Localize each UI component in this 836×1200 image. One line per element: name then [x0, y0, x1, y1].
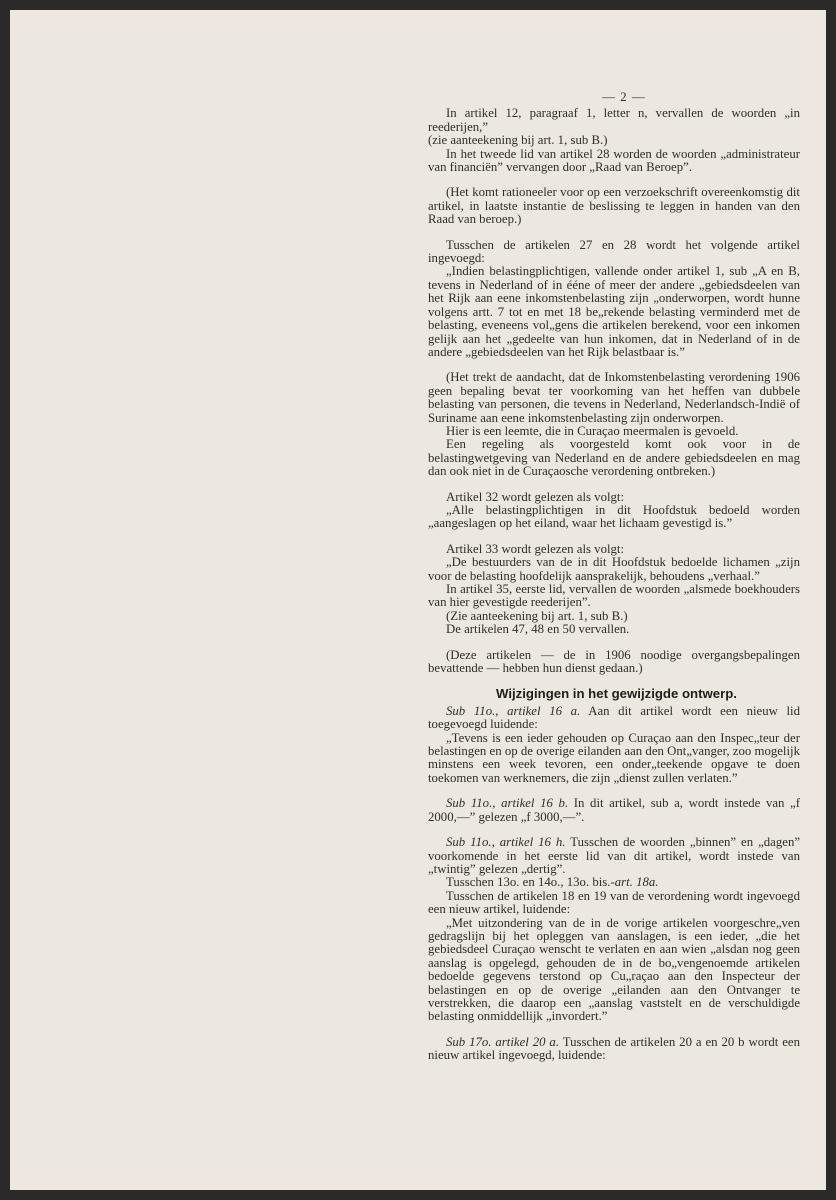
paragraph: (Het komt rationeeler voor op een verzoekschrift overeenkomstig dit artikel, in laatste instantie de beslissing te leggen in handen van den Raad van beroep.)	[428, 185, 800, 227]
amendment-reference: Sub 17o. artikel 20 a.	[446, 1034, 560, 1049]
paragraph: Een regeling als voorgesteld komt ook voor in de belastingwetgeving van Nederland en de andere gebiedsdeelen en mag dan ook niet in de Curaçaosche verordening ontbreken.)	[428, 437, 800, 479]
quoted-article: „Alle belastingplichtigen in dit Hoofdstuk bedoeld worden „aangeslagen op het eiland, waar het lichaam gevestigd is.”	[428, 502, 800, 531]
paragraph: Artikel 32 wordt gelezen als volgt:	[446, 489, 625, 504]
amendment-text: Aan dit artikel wordt een nieuw lid toegevoegd luidende:	[428, 703, 801, 732]
amendment-paragraph	[428, 836, 800, 876]
amendment-reference: Sub 11o., artikel 16 h.	[446, 835, 566, 850]
document-page	[10, 10, 826, 1190]
amendment-reference: Sub 11o., artikel 16 a.	[446, 703, 581, 718]
spacer	[428, 637, 800, 649]
spacer	[428, 227, 800, 239]
paragraph: De artikelen 47, 48 en 50 vervallen.	[446, 622, 630, 637]
amendment-paragraph	[428, 876, 800, 889]
paragraph: In artikel 35, eerste lid, vervallen de woorden „alsmede boekhouders van hier gevestigde reederijen”.	[428, 582, 800, 610]
paragraph: In artikel 12, paragraaf 1, letter n, vervallen de woorden „in reederijen,”	[428, 106, 800, 134]
section-heading: Wijzigingen in het gewijzigde ontwerp.	[496, 686, 737, 702]
paragraph: (Zie aanteekening bij art. 1, sub B.)	[446, 608, 628, 623]
paragraph: (zie aanteekening bij art. 1, sub B.)	[428, 133, 608, 148]
quoted-article: „Met uitzondering van de in de vorige artikelen voorgeschre„ven gedragslijn bij het opleggen van aanslagen, is een ieder, „die het gebiedsdeel Curaçao wenscht te verlaten en aan wien „alsdan nog geen aanslag is opgelegd, gehouden de in de bo„vengenoemde artikelen bedoelde gegevens terstond op Cu„raçao aan den Inspecteur der belastingen en op de overige „eilanden aan den Ontvanger te verstrekken, die daarop een „aanslag vaststelt en de verschuldigde belasting onmiddellijk „invordert.”	[428, 915, 800, 1024]
amendment-text: Tusschen de woorden „binnen” en „dagen” voorkomende in het eerste lid van dit artikel, wordt instede van „twintig” gelezen „dertig”.	[428, 835, 801, 876]
amendment-text: In dit artikel, sub a, wordt instede van „f 2000,—” gelezen „f 3000,—”.	[428, 796, 800, 824]
paragraph: Artikel 33 wordt gelezen als volgt:	[446, 541, 625, 556]
text-column	[428, 91, 800, 1063]
paragraph: (Het trekt de aandacht, dat de Inkomstenbelasting verordening 1906 geen bepaling bevat ter voorkoming van het heffen van dubbele belasting van personen, die tevens in Nederland, Nederlandsch-Indië of Suriname aan eene inkomstenbelasting zijn onderworpen.	[428, 370, 800, 425]
page-number: — 2 —	[602, 90, 646, 104]
paragraph: Hier is een leemte, die in Curaçao meermalen is gevoeld.	[446, 423, 739, 438]
amendment-text: Tusschen de artikelen 20 a en 20 b wordt een nieuw artikel ingevoegd, luidende:	[428, 1034, 800, 1063]
amendment-reference: Sub 11o., artikel 16 b.	[446, 796, 569, 811]
amendment-paragraph	[428, 705, 800, 732]
amendment-text: Tusschen 13o. en 14o., 13o. bis.-	[446, 875, 615, 890]
spacer	[428, 531, 800, 543]
quoted-article: „Indien belastingplichtigen, vallende onder artikel 1, sub „A en B, tevens in Nederland of in ééne of meer der andere „gebiedsdeelen van het Rijk aan eene inkomstenbelasting zijn „onderworpen, wordt hunne volgens artt. 7 tot en met 18 be„rekende belasting verminderd met de belasting, eveneens vol„gens die artikelen berekend, voor een inkomen gelijk aan het „gedeelte van hun inkomen, dat in Nederland of in de andere „gebiedsdeelen van het Rijk belastbaar is.”	[428, 264, 800, 359]
quoted-article: „De bestuurders van de in dit Hoofdstuk bedoelde lichamen „zijn voor de belasting hoofdelijk aansprakelijk, behoudens „verhaal.”	[428, 555, 800, 583]
amendment-paragraph	[428, 1036, 800, 1063]
quoted-article: „Tevens is een ieder gehouden op Curaçao aan den Inspec„teur der belastingen en op de overige eilanden aan den Ont„vanger, zoo mogelijk minstens een week tevoren, een onder„teekende opgave te doen toekomen van werknemers, die zijn „dienst zullen verlaten.”	[428, 730, 800, 785]
paragraph: (Deze artikelen — de in 1906 noodige overgangsbepalingen bevattende — hebben hun dienst gedaan.)	[428, 647, 800, 676]
paragraph: Tusschen de artikelen 27 en 28 wordt het volgende artikel ingevoegd:	[428, 237, 800, 266]
spacer	[428, 479, 800, 491]
amendment-paragraph	[428, 797, 800, 824]
amendment-reference: art. 18a.	[614, 875, 659, 890]
amendment-paragraph: Tusschen de artikelen 18 en 19 van de verordening wordt ingevoegd een nieuw artikel, luidende:	[428, 888, 800, 917]
paragraph: In het tweede lid van artikel 28 worden de woorden „administrateur van financiën” vervangen door „Raad van Beroep”.	[428, 146, 800, 175]
